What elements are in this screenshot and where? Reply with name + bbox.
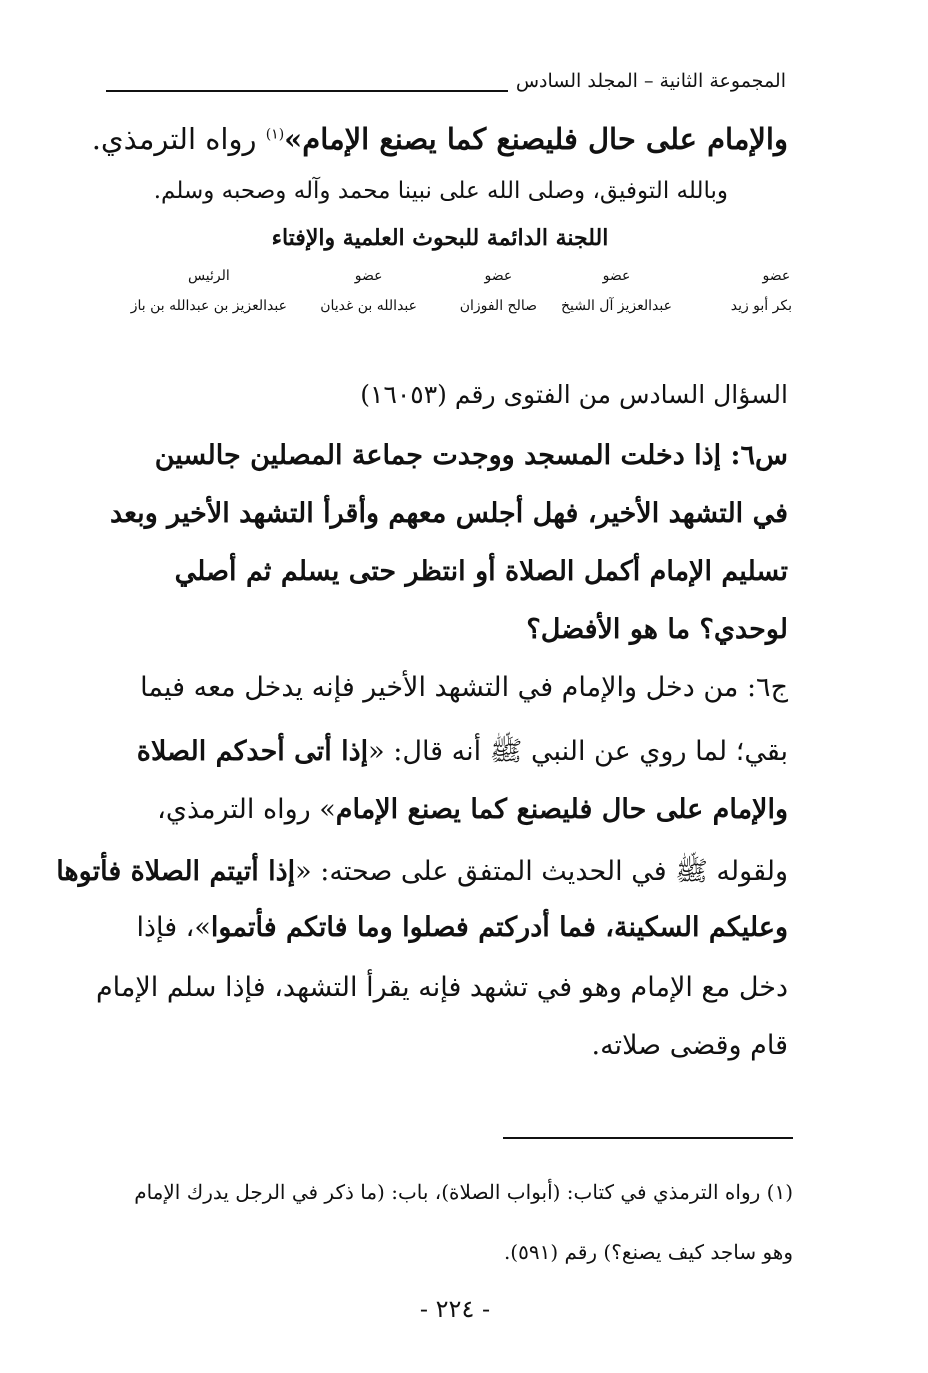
previous-answer-hadith-line bbox=[92, 122, 788, 156]
answer-line-2 bbox=[137, 734, 788, 774]
committee-title: اللجنة الدائمة للبحوث العلمية والإفتاء bbox=[271, 225, 609, 251]
answer-line-5 bbox=[136, 912, 788, 943]
answer-line-7: قام وقضى صلاته. bbox=[591, 1030, 788, 1061]
member-name: عبدالله بن غديان bbox=[320, 298, 417, 314]
member-name: صالح الفوزان bbox=[459, 298, 537, 314]
question-intro: السؤال السادس من الفتوى رقم (١٦٠٥٣) bbox=[360, 380, 788, 409]
footnote-ref: (١) bbox=[265, 126, 285, 143]
answer-line-5-text: »، فإذا bbox=[136, 912, 211, 943]
member-3 bbox=[460, 268, 537, 314]
running-header: المجموعة الثانية – المجلد السادس bbox=[515, 70, 786, 92]
footnote-line-1: (١) رواه الترمذي في كتاب: (أبواب الصلاة)، باب: (ما ذكر في الرجل يدرك الإمام bbox=[134, 1180, 793, 1204]
member-role: عضو bbox=[484, 268, 513, 284]
member-role: عضو bbox=[602, 268, 631, 284]
answer-line-1: ج٦: من دخل والإمام في التشهد الأخير فإنه يدخل معه فيما bbox=[140, 672, 788, 703]
member-name: عبدالعزيز بن عبدالله بن باز bbox=[130, 298, 287, 314]
answer-line-6: دخل مع الإمام وهو في تشهد فإنه يقرأ التشهد، فإذا سلم الإمام bbox=[95, 972, 788, 1003]
hadith-tail: والإمام على حال فليصنع كما يصنع الإمام» bbox=[284, 122, 788, 156]
question-line-3: تسليم الإمام أكمل الصلاة أو انتظر حتى يسلم ثم أصلي bbox=[174, 556, 788, 587]
answer-line-4-hadith: إذا أتيتم الصلاة فأتوها bbox=[56, 856, 296, 887]
footnote-rule bbox=[503, 1137, 793, 1139]
member-1 bbox=[731, 268, 792, 314]
member-name: عبدالعزيز آل الشيخ bbox=[560, 298, 672, 314]
page-number: - ٢٢٤ - bbox=[419, 1295, 491, 1323]
answer-line-2-text: بقي؛ لما روي عن النبي ﷺ أنه قال: « bbox=[368, 736, 788, 767]
question-line-2: في التشهد الأخير، فهل أجلس معهم وأقرأ التشهد الأخير وبعد bbox=[109, 498, 788, 529]
header-rule bbox=[106, 90, 508, 92]
member-4 bbox=[320, 268, 417, 314]
answer-line-3 bbox=[157, 794, 788, 825]
member-role: عضو bbox=[354, 268, 383, 284]
answer-line-4-text: ولقوله ﷺ في الحديث المتفق على صحته: « bbox=[295, 856, 788, 887]
member-2 bbox=[561, 268, 672, 314]
member-5 bbox=[131, 268, 287, 314]
member-name: بكر أبو زيد bbox=[730, 298, 792, 314]
closing-line: وبالله التوفيق، وصلى الله على نبينا محمد وآله وصحبه وسلم. bbox=[153, 178, 728, 204]
hadith-source: رواه الترمذي. bbox=[91, 122, 266, 156]
question-line-4: لوحدي؟ ما هو الأفضل؟ bbox=[526, 614, 788, 645]
member-role: الرئيس bbox=[187, 268, 230, 284]
answer-line-3-hadith: والإمام على حال فليصنع كما يصنع الإمام bbox=[335, 794, 788, 825]
answer-line-2-hadith: إذا أتى أحدكم الصلاة bbox=[136, 736, 369, 767]
answer-line-4 bbox=[56, 854, 788, 894]
footnote-line-2: وهو ساجد كيف يصنع؟) رقم (٥٩١). bbox=[503, 1240, 793, 1264]
answer-line-5-hadith: وعليكم السكينة، فما أدركتم فصلوا وما فاتكم فأتموا bbox=[210, 912, 788, 943]
question-line-1: س٦: إذا دخلت المسجد ووجدت جماعة المصلين جالسين bbox=[154, 440, 788, 471]
member-role: عضو bbox=[762, 268, 791, 284]
answer-line-3-text: » رواه الترمذي، bbox=[157, 794, 336, 825]
